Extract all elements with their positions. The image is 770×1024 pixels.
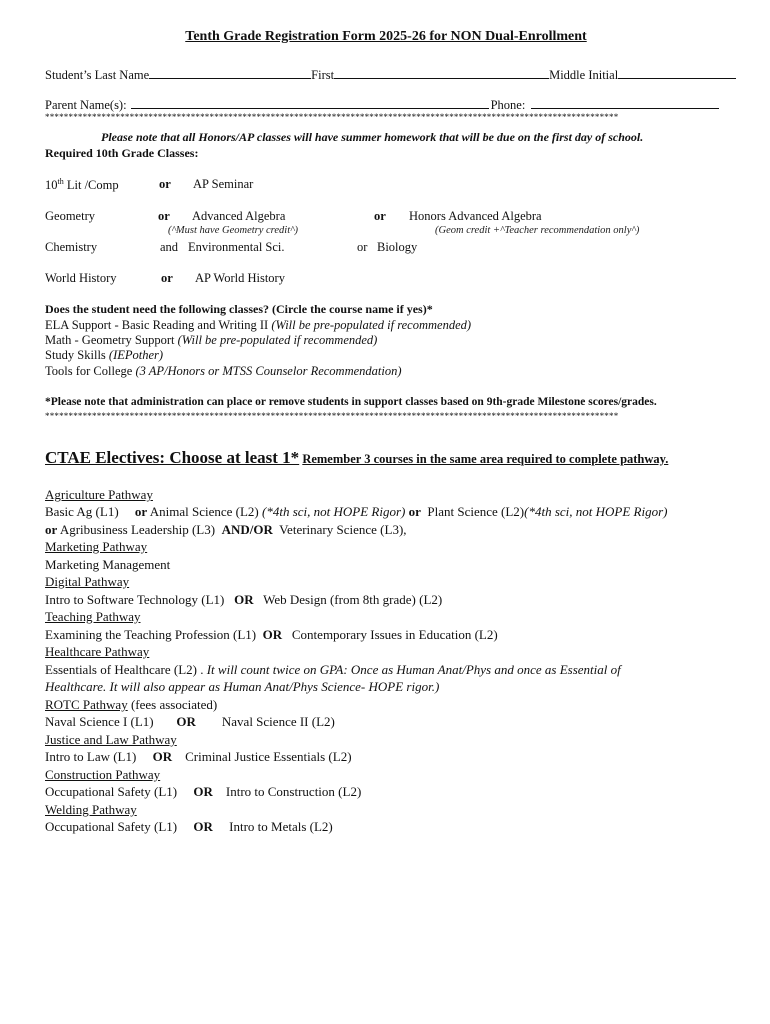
ela-support: ELA Support - Basic Reading and Writing II (Will be pre-populated if recommended) [45, 318, 472, 332]
parent-row [45, 96, 719, 113]
agriculture-heading: Agriculture Pathway [45, 487, 153, 502]
teaching-heading: Teaching Pathway [45, 609, 141, 624]
construction-line: Occupational Safety (L1) OR Intro to Construction (L2) [45, 784, 362, 799]
last-name-label: Student’s Last Name [45, 68, 150, 82]
parent-name-field[interactable] [131, 96, 489, 109]
first-name-field[interactable] [334, 66, 549, 79]
ctae-title: CTAE Electives: Choose at least 1* [45, 448, 300, 467]
biology: Biology [377, 240, 418, 254]
geometry: Geometry [45, 209, 95, 223]
middle-initial-field[interactable] [618, 66, 736, 79]
healthcare-line-1: Essentials of Healthcare (L2) . It will count twice on GPA: Once as Human Anat/Phys and once as Essential of [45, 662, 621, 677]
honors-algebra-note: (Geom credit +^Teacher recommendation only^) [435, 225, 640, 236]
healthcare-heading: Healthcare Pathway [45, 644, 150, 659]
honors-advanced-algebra: Honors Advanced Algebra [409, 209, 542, 223]
justice-line: Intro to Law (L1) OR Criminal Justice Essentials (L2) [45, 749, 352, 764]
separator-2: ************************************************************************************************************************** [45, 411, 619, 421]
or-science: or [357, 240, 368, 254]
or-geometry: or [158, 209, 170, 223]
justice-heading: Justice and Law Pathway [45, 732, 177, 747]
chemistry: Chemistry [45, 240, 98, 254]
advanced-algebra: Advanced Algebra [192, 209, 286, 223]
environmental-science: Environmental Sci. [188, 240, 285, 254]
ctae-heading [45, 448, 668, 468]
middle-initial-label: Middle Initial [549, 68, 619, 82]
separator-1: ************************************************************************************************************************** [45, 112, 619, 122]
student-name-row [45, 66, 736, 83]
or-lit: or [159, 177, 171, 191]
advanced-algebra-note: (^Must have Geometry credit^) [168, 225, 299, 236]
phone-field[interactable] [531, 96, 719, 109]
ap-world-history: AP World History [195, 271, 285, 285]
first-name-label: First [311, 68, 335, 82]
or-history: or [161, 271, 173, 285]
teaching-line: Examining the Teaching Profession (L1) OR Contemporary Issues in Education (L2) [45, 627, 498, 642]
construction-heading: Construction Pathway [45, 767, 161, 782]
tools-for-college: Tools for College (3 AP/Honors or MTSS Counselor Recommendation) [45, 364, 402, 378]
required-heading: Required 10th Grade Classes: [45, 146, 199, 160]
parent-name-label: Parent Name(s): [45, 98, 127, 112]
support-heading: Does the student need the following classes? (Circle the course name if yes)* [45, 302, 433, 316]
rotc-heading-row: ROTC Pathway (fees associated) [45, 697, 218, 712]
rotc-line: Naval Science I (L1) OR Naval Science II (L2) [45, 714, 335, 729]
agriculture-line-1: Basic Ag (L1) or Animal Science (L2) (*4th sci, not HOPE Rigor) or Plant Science (L2)(*4th sci, not HOPE Rigor) [45, 504, 668, 519]
lit-comp: 10th Lit /Comp [45, 177, 119, 193]
healthcare-line-2: Healthcare. It will also appear as Human Anat/Phys Science- HOPE rigor.) [45, 679, 440, 694]
marketing-heading: Marketing Pathway [45, 539, 148, 554]
admin-note: *Please note that administration can place or remove students in support classes based on 9th-grade Milestone scores/grades. [45, 396, 657, 408]
honors-note: Please note that all Honors/AP classes will have summer homework that will be due on the first day of school. [101, 130, 644, 144]
or-algebra: or [374, 209, 386, 223]
digital-heading: Digital Pathway [45, 574, 130, 589]
agriculture-line-2: or Agribusiness Leadership (L3) AND/OR Veterinary Science (L3), [45, 522, 407, 537]
ctae-subtitle: Remember 3 courses in the same area required to complete pathway. [302, 452, 669, 466]
phone-label: Phone: [490, 98, 526, 112]
digital-line: Intro to Software Technology (L1) OR Web Design (from 8th grade) (L2) [45, 592, 443, 607]
welding-heading: Welding Pathway [45, 802, 137, 817]
marketing-line: Marketing Management [45, 557, 171, 572]
study-skills: Study Skills (IEPother) [45, 348, 164, 362]
world-history: World History [45, 271, 117, 285]
math-support: Math - Geometry Support (Will be pre-populated if recommended) [45, 333, 378, 347]
ap-seminar: AP Seminar [193, 177, 254, 191]
welding-line: Occupational Safety (L1) OR Intro to Metals (L2) [45, 819, 333, 834]
and-chemistry: and [160, 240, 179, 254]
page-title: Tenth Grade Registration Form 2025-26 for NON Dual-Enrollment [185, 29, 587, 44]
last-name-field[interactable] [149, 66, 311, 79]
